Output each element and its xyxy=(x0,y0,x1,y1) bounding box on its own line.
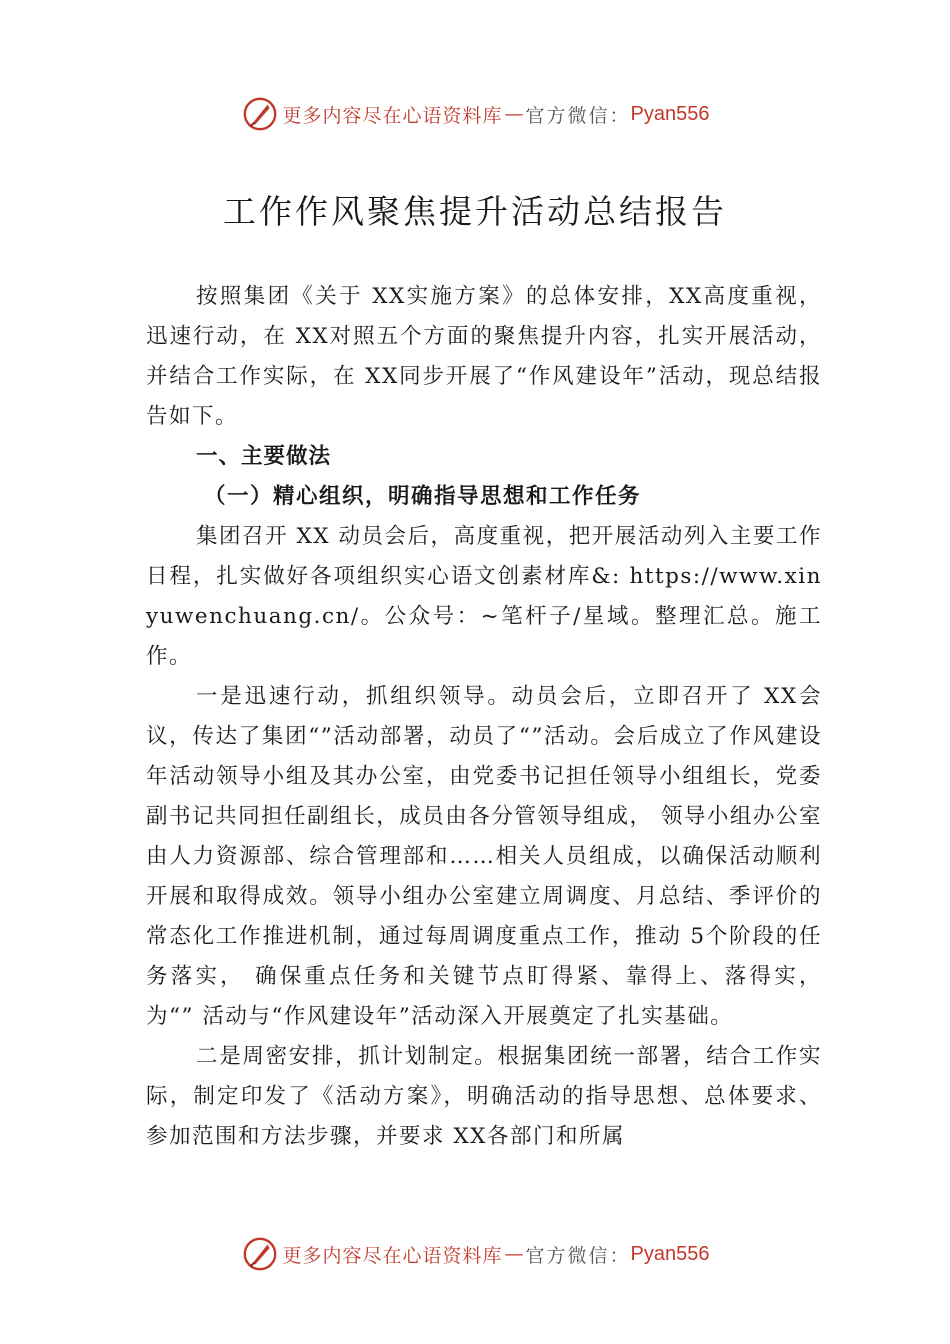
body-paragraph: 集团召开 XX 动员会后，高度重视，把开展活动列入主要工作日程，扎实做好各项组织实心语文创素材库&: https://www.xinyuwenchuang.cn/。公众号：~笔杆子/星域。整理汇总。施工作。 xyxy=(146,524,822,669)
body-paragraph: 一是迅速行动，抓组织领导。动员会后，立即召开了 XX会议，传达了集团“”活动部署，动员了“”活动。会后成立了作风建设年活动领导小组及其办公室，由党委书记担任领导小组组长，党委副书记共同担任副组长，成员由各分管领导组成， 领导小组办公室由人力资源部、综合管理部和……相关人员组成，以确保活动顺利开展和取得成效。领导小组办公室建立周调度、月总结、季评价的常态化工作推进机制，通过每周调度重点工作，推动 5个阶段的任务落实， 确保重点任务和关键节点盯得紧、靠得上、落得实，为“” 活动与“作风建设年”活动深入开展奠定了扎实基础。 xyxy=(146,684,822,1029)
watermark-brand: 更多内容尽在心语资料库 xyxy=(282,104,503,127)
document-body xyxy=(146,277,822,1157)
watermark-separator: — xyxy=(504,103,524,125)
document-title: 工作作风聚焦提升活动总结报告 xyxy=(223,192,727,231)
watermark-wechat-id: Pyan556 xyxy=(630,102,710,125)
watermark-separator: — xyxy=(504,1243,524,1265)
watermark-wechat-label: 官方微信： xyxy=(525,1244,631,1267)
section-heading: 一、主要做法 xyxy=(196,444,332,469)
subsection-heading: （一）精心组织，明确指导思想和工作任务 xyxy=(204,484,642,509)
watermark-wechat-label: 官方微信： xyxy=(525,104,631,127)
body-paragraph: 二是周密安排，抓计划制定。根据集团统一部署，结合工作实际，制定印发了《活动方案》，明确活动的指导思想、总体要求、参加范围和方法步骤，并要求 XX各部门和所属 xyxy=(146,1044,822,1149)
watermark-brand: 更多内容尽在心语资料库 xyxy=(282,1244,503,1267)
footer-watermark xyxy=(0,1232,950,1276)
header-watermark xyxy=(0,92,950,136)
intro-paragraph: 按照集团《关于 XX实施方案》的总体安排，XX高度重视，迅速行动，在 XX对照五个方面的聚焦提升内容，扎实开展活动，并结合工作实际，在 XX同步开展了“作风建设年”活动，现总结报告如下。 xyxy=(146,284,822,429)
quill-pen-logo-icon xyxy=(241,1235,279,1273)
watermark-wechat-id: Pyan556 xyxy=(630,1242,710,1265)
quill-pen-logo-icon xyxy=(241,95,279,133)
